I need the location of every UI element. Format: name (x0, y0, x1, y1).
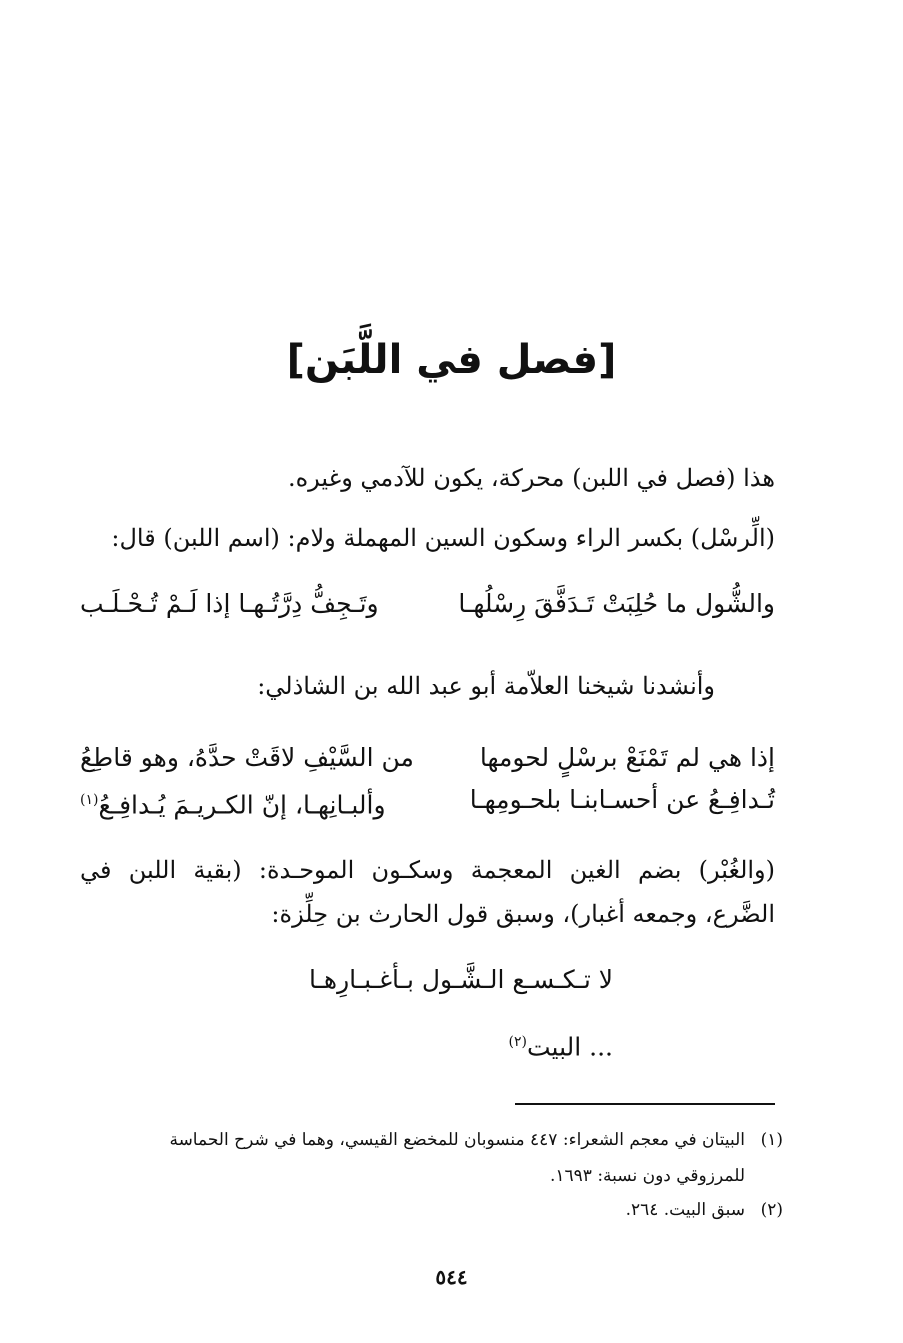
body-line-3: وأنشدنا شيخنا العلاّمة أبو عبد الله بن الشاذلي: (257, 672, 715, 700)
verse-4: لا تـكـسـع الـشَّـول بـأغـبـارِهـا (308, 965, 613, 994)
footnote-1-text: البيتان في معجم الشعراء: ٤٤٧ منسوبان للمخضع القيسي، وهما في شرح الحماسة (169, 1130, 745, 1150)
page-number: ٥٤٤ (435, 1265, 468, 1289)
body-line-1: هذا (فصل في اللبن) محركة، يكون للآدمي وغيره. (287, 464, 775, 492)
footnote-divider (515, 1103, 775, 1105)
verse-2-second-hemistich: من السَّيْفِ لاقَتْ حدَّهُ، وهو قاطِعُ (80, 743, 414, 772)
verse-1-second-hemistich: وتَـجِفُّ دِرَّتُـهـا إذا لَـمْ تُـحْـلَـب (80, 589, 379, 618)
body-line-4-text: ... البيت (527, 1032, 613, 1062)
section-title: [فصل في اللَّبَن] (286, 337, 617, 383)
verse-2-first-hemistich: إذا هي لم تَمْنَعْ برسْلٍ لحومها (479, 743, 775, 772)
body-line-4 (509, 1022, 613, 1067)
footnote-ref-2: (٢) (508, 1034, 527, 1050)
footnote-1-number: (١) (760, 1130, 783, 1150)
body-paragraph: (والغُبْر) بضم الغين المعجمة وسكـون الموحـدة: (بقية اللبن في الضَّرع، وجمعه أغبار)، وسبق قول الحارث بن حِلِّزة: (80, 856, 775, 928)
footnote-1 (80, 1126, 783, 1154)
verse-3-first-hemistich: تُـدافِـعُ عن أحسـابنـا بلحـومِهـا (469, 785, 775, 814)
body-line-2: (الِّرسْل) بكسر الراء وسكون السين المهملة ولام: (اسم اللبن) قال: (111, 524, 775, 552)
verse-3-second-hemistich (80, 780, 386, 825)
verse-1-first-hemistich: والشُّول ما حُلِبَتْ تَـدَفَّقَ رِسْلُهـا (458, 589, 775, 618)
footnote-2-text: سبق البيت. ٢٦٤. (625, 1200, 745, 1220)
verse-3-second-text: وألبـانِهـا، إنّ الكـريـمَ يُـدافِـعُ (98, 790, 386, 820)
footnote-2-number: (٢) (760, 1200, 783, 1220)
footnote-ref-1: (١) (80, 792, 99, 808)
verse-1 (80, 584, 775, 624)
footnote-1-continuation: للمرزوقي دون نسبة: ١٦٩٣. (549, 1166, 745, 1186)
footnote-2 (80, 1196, 783, 1224)
verse-2 (80, 738, 775, 778)
verse-3 (80, 780, 775, 820)
